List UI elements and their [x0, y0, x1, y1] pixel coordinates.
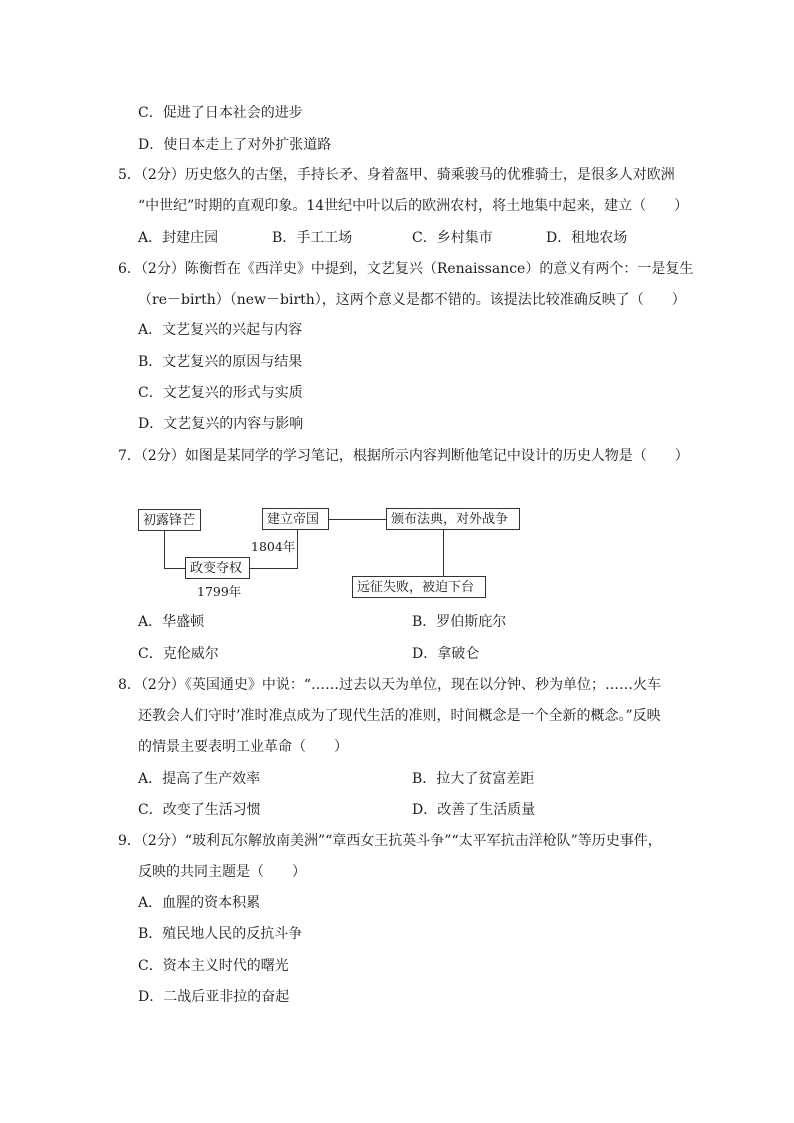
q8-stem-line1: 8．（2分）《英国通史》中说：“……过去以天为单位，现在以分钟、秒为单位；……火车: [118, 677, 661, 693]
q6-option-a: A．文艺复兴的兴起与内容: [138, 322, 303, 338]
box-early-rise: 初露锋芒: [138, 509, 201, 531]
q9-option-a: A．血腥的资本积累: [138, 895, 261, 911]
q9-stem-line2: 反映的共同主题是（ ）: [138, 864, 306, 880]
q9-stem-line1: 9．（2分）“玻利瓦尔解放南美洲”“章西女王抗英斗争”“太平军抗击洋枪队”等历史事件，: [118, 833, 662, 849]
q7-option-c: C．克伦威尔: [138, 646, 219, 662]
box-coup: 政变夺权: [185, 557, 250, 579]
year-label-1799: 1799年: [197, 584, 242, 599]
connector-line: [250, 568, 297, 569]
q9-option-b: B．殖民地人民的反抗斗争: [138, 926, 303, 942]
q5-stem-line2: “中世纪”时期的直观印象。14世纪中叶以后的欧洲农村，将土地集中起来，建立（ ）: [138, 198, 689, 214]
year-label-1804: 1804年: [251, 539, 296, 554]
q8-option-b: B．拉大了贫富差距: [412, 771, 535, 787]
q8-stem-line2: 还教会人们守时’准时准点成为了现代生活的准则，时间概念是一个全新的概念。”反映: [138, 708, 661, 724]
q5-option-b: B．手工工场: [272, 230, 353, 246]
q7-stem: 7．（2分）如图是某同学的学习笔记，根据所示内容判断他笔记中设计的历史人物是（ ）: [118, 448, 689, 464]
q6-option-d: D．文艺复兴的内容与影响: [138, 416, 304, 432]
q8-option-d: D．改善了生活质量: [412, 802, 536, 818]
q8-option-c: C．改变了生活习惯: [138, 802, 261, 818]
q9-option-c: C．资本主义时代的曙光: [138, 958, 289, 974]
box-code-war: 颁布法典，对外战争: [386, 508, 520, 530]
q6-stem-line1: 6．（2分）陈衡哲在《西洋史》中提到，文艺复兴（Renaissance）的意义有两个：一是复生: [118, 261, 694, 277]
q9-option-d: D．二战后亚非拉的奋起: [138, 989, 290, 1005]
q5-option-a: A．封建庄园: [138, 230, 219, 246]
q8-option-a: A．提高了生产效率: [138, 771, 261, 787]
connector-line: [297, 530, 298, 569]
q7-option-a: A．华盛顿: [138, 614, 205, 630]
q4-option-d: D．使日本走上了对外扩张道路: [138, 137, 332, 153]
connector-line: [443, 530, 444, 576]
q5-stem-line1: 5．（2分）历史悠久的古堡，手持长矛、身着盔甲、骑乘骏马的优雅骑士，是很多人对欧洲: [118, 167, 675, 183]
q7-option-b: B．罗伯斯庇尔: [412, 614, 507, 630]
q5-option-d: D．租地农场: [546, 230, 628, 246]
connector-line: [164, 531, 165, 568]
q6-option-b: B．文艺复兴的原因与结果: [138, 354, 303, 370]
q7-option-d: D．拿破仑: [412, 646, 480, 662]
q4-option-c: C．促进了日本社会的进步: [138, 105, 303, 121]
q6-option-c: C．文艺复兴的形式与实质: [138, 385, 303, 401]
connector-line: [164, 568, 186, 569]
connector-line: [329, 519, 386, 520]
q8-stem-line3: 的情景主要表明工业革命（ ）: [138, 739, 348, 755]
box-empire: 建立帝国: [262, 508, 329, 530]
q6-stem-line2: （re－birth）（new－birth），这两个意义是都不错的。该提法比较准确反映了（ ）: [138, 292, 686, 308]
q5-option-c: C．乡村集市: [412, 230, 493, 246]
box-defeat: 远征失败，被迫下台: [352, 576, 486, 598]
